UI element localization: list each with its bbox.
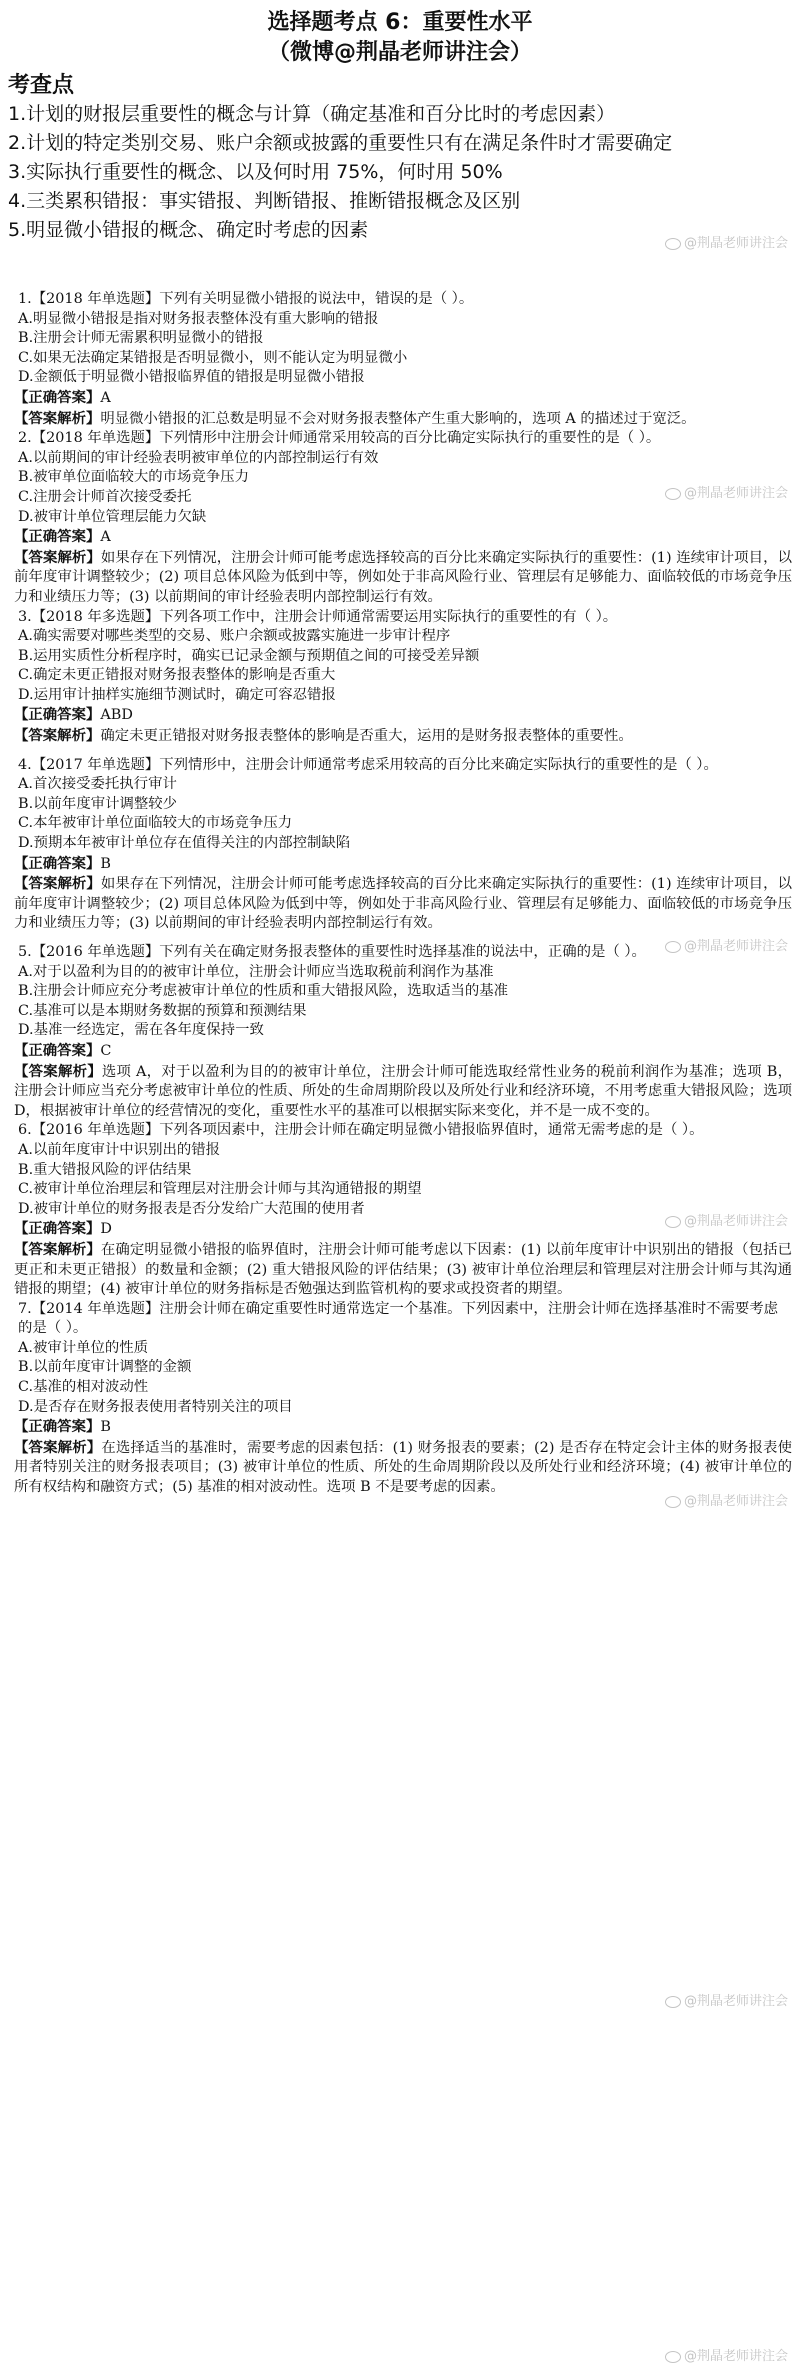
answer-label: 【正确答案】: [14, 388, 101, 406]
question-option: B.注册会计师应充分考虑被审计单位的性质和重大错报风险，选取适当的基准: [18, 983, 509, 1000]
key-points-list: [8, 100, 792, 245]
weibo-icon: [665, 488, 681, 500]
question-option: C.被审计单位治理层和管理层对注册会计师与其沟通错报的期望: [18, 1181, 422, 1198]
watermark: [665, 1990, 788, 2009]
watermark: [665, 935, 788, 954]
answer-explanation: [8, 1240, 792, 1300]
answer-label: 【正确答案】: [14, 706, 101, 724]
answer-explanation: [8, 874, 792, 934]
explanation-text: 明显微小错报的汇总数是明显不会对财务报表整体产生重大影响的，选项 A 的描述过于宽泛。: [100, 410, 696, 427]
question-option: D.预期本年被审计单位存在值得关注的内部控制缺陷: [18, 835, 351, 852]
question-stem: 3.【2018 年多选题】下列各项工作中，注册会计师通常需要运用实际执行的重要性的有（ ）。: [18, 608, 618, 625]
question-option: D.是否存在财务报表使用者特别关注的项目: [18, 1398, 293, 1415]
key-point-item: 4.三类累积错报：事实错报、判断错报、推断错报概念及区别: [8, 190, 521, 212]
question-option: B.运用实质性分析程序时，确实已记录金额与预期值之间的可接受差异额: [18, 647, 480, 664]
question-stem: 5.【2016 年单选题】下列有关在确定财务报表整体的重要性时选择基准的说法中，正确的是（ ）。: [18, 944, 646, 960]
answer-label: 【正确答案】: [14, 528, 101, 546]
watermark: [665, 2345, 788, 2364]
answer-value: D: [100, 1221, 112, 1238]
question-4: [8, 756, 792, 934]
explanation-label: 【答案解析】: [14, 1062, 102, 1080]
question-3: [8, 608, 792, 747]
answer-explanation: [8, 409, 792, 430]
answer-value: B: [100, 855, 111, 872]
question-option: D.被审计单位的财务报表是否分发给广大范围的使用者: [18, 1200, 365, 1217]
question-option: D.金额低于明显微小错报临界值的错报是明显微小错报: [18, 369, 365, 386]
question-stem: 2.【2018 年单选题】下列情形中注册会计师通常采用较高的百分比确定实际执行的重要性的是（ ）。: [18, 430, 661, 447]
question-option: C.本年被审计单位面临较大的市场竞争压力: [18, 815, 293, 832]
question-option: C.基准可以是本期财务数据的预算和预测结果: [18, 1002, 307, 1019]
question-option: D.被审计单位管理层能力欠缺: [18, 508, 207, 525]
question-option: D.基准一经选定，需在各年度保持一致: [18, 1022, 264, 1039]
answer-value: C: [100, 1042, 112, 1059]
explanation-text: 在选择适当的基准时，需要考虑的因素包括：(1) 财务报表的要素；(2) 是否存在特定会计主体的财务报表使用者特别关注的财务报表项目；(3) 被审计单位的性质、所处的生命周期阶段以及所处行业和经济环境；(4) 被审计单位的所有权结构和融资方式；(5) 基准的相对波动性。选项 B 不是要考虑的因素。: [14, 1439, 792, 1496]
answer-explanation: [8, 726, 792, 747]
page-title: 选择题考点 6：重要性水平: [267, 10, 533, 35]
page-subtitle: （微博@荆晶老师讲注会）: [267, 40, 532, 65]
weibo-icon: [665, 1996, 681, 2008]
explanation-label: 【答案解析】: [14, 1240, 101, 1258]
question-option: A.明显微小错报是指对财务报表整体没有重大影响的错报: [18, 310, 379, 327]
watermark-text: @荆晶老师讲注会: [683, 2349, 788, 2364]
question-stem: 6.【2016 年单选题】下列各项因素中，注册会计师在确定明显微小错报临界值时，通常无需考虑的是（ ）。: [18, 1122, 704, 1139]
explanation-text: 在确定明显微小错报的临界值时，注册会计师可能考虑以下因素：(1) 以前年度审计中识别出的错报（包括已更正和未更正错报）的数量和金额；(2) 重大错报风险的评估结果；(3) 被审计单位治理层和管理层对注册会计师与其沟通错报的期望；(4) 被审计单位的财务指标是否勉强达到监管机构的要求或投资者的期望。: [14, 1241, 792, 1298]
answer-label: 【正确答案】: [14, 1220, 101, 1238]
explanation-text: 确定未更正错报对财务报表整体的影响是否重大，运用的是财务报表整体的重要性。: [100, 728, 633, 745]
key-points: [8, 72, 792, 245]
question-list: [8, 290, 792, 1498]
answer-label: 【正确答案】: [14, 854, 101, 872]
answer-value: ABD: [100, 707, 133, 724]
watermark-text: @荆晶老师讲注会: [683, 939, 788, 954]
watermark: [665, 1490, 788, 1509]
question-option: C.注册会计师首次接受委托: [18, 488, 192, 505]
weibo-icon: [665, 2351, 681, 2363]
weibo-icon: [665, 238, 681, 250]
explanation-label: 【答案解析】: [14, 548, 101, 566]
correct-answer: [8, 527, 792, 548]
watermark: [665, 1210, 788, 1229]
answer-label: 【正确答案】: [14, 1041, 101, 1059]
question-option: C.如果无法确定某错报是否明显微小，则不能认定为明显微小: [18, 349, 408, 366]
weibo-icon: [665, 1216, 681, 1228]
correct-answer: [8, 854, 792, 875]
correct-answer: [8, 705, 792, 726]
explanation-text: 如果存在下列情况，注册会计师可能考虑选择较高的百分比来确定实际执行的重要性：(1) 连续审计项目，以前年度审计调整较少；(2) 项目总体风险为低到中等，例如处于非高风险行业、管理层有足够能力、面临较低的市场竞争压力和业绩压力等；(3) 以前期间的审计经验表明内部控制运行有效。: [14, 549, 792, 605]
answer-label: 【正确答案】: [14, 1418, 101, 1436]
key-point-item: 3.实际执行重要性的概念、以及何时用 75%，何时用 50%: [8, 161, 503, 183]
watermark: [665, 232, 788, 251]
question-option: B.以前年度审计调整的金额: [18, 1359, 192, 1376]
correct-answer: [8, 388, 792, 409]
explanation-label: 【答案解析】: [14, 727, 101, 745]
explanation-text: 如果存在下列情况，注册会计师可能考虑选择较高的百分比来确定实际执行的重要性：(1) 连续审计项目，以前年度审计调整较少；(2) 项目总体风险为低到中等，例如处于非高风险行业、管理层有足够能力、面临较低的市场竞争压力和业绩压力等；(3) 以前期间的审计经验表明内部控制运行有效。: [14, 876, 792, 932]
watermark: [665, 482, 788, 501]
key-point-item: 5.明显微小错报的概念、确定时考虑的因素: [8, 219, 369, 241]
question-option: B.注册会计师无需累积明显微小的错报: [18, 330, 264, 347]
question-stem: 1.【2018 年单选题】下列有关明显微小错报的说法中，错误的是（ ）。: [18, 291, 474, 307]
answer-value: A: [100, 389, 111, 406]
watermark-text: @荆晶老师讲注会: [683, 1494, 788, 1509]
question-option: A.对于以盈利为目的的被审计单位，注册会计师应当选取税前利润作为基准: [18, 963, 494, 980]
key-points-heading: 考查点: [8, 73, 75, 98]
question-1: [8, 290, 792, 429]
answer-explanation: [8, 1062, 792, 1122]
explanation-text: 选项 A，对于以盈利为目的的被审计单位，注册会计师可能选取经常性业务的税前利润作为基准；选项 B，注册会计师应当充分考虑被审计单位的性质、所处的生命周期阶段以及所处行业和经济环境，不用考虑重大错报风险；选项 D，根据被审计单位的经营情况的变化，重要性水平的基准可以根据实际来变化，并不是一成不变的。: [14, 1063, 792, 1119]
watermark-text: @荆晶老师讲注会: [683, 236, 788, 251]
watermark-text: @荆晶老师讲注会: [683, 1994, 788, 2009]
correct-answer: [8, 1417, 792, 1438]
answer-value: B: [100, 1419, 111, 1436]
question-option: A.被审计单位的性质: [18, 1339, 149, 1356]
question-7: [8, 1300, 792, 1498]
question-2: [8, 429, 792, 607]
watermark-text: @荆晶老师讲注会: [683, 1214, 788, 1229]
explanation-label: 【答案解析】: [14, 875, 101, 893]
weibo-icon: [665, 941, 681, 953]
correct-answer: [8, 1041, 792, 1062]
key-point-item: 2.计划的特定类别交易、账户余额或披露的重要性只有在满足条件时才需要确定: [8, 132, 673, 154]
answer-explanation: [8, 1438, 792, 1498]
question-option: A.以前年度审计中识别出的错报: [18, 1141, 221, 1158]
question-option: C.基准的相对波动性: [18, 1379, 149, 1396]
header: [0, 0, 800, 68]
answer-explanation: [8, 548, 792, 608]
question-stem: 4.【2017 年单选题】下列情形中，注册会计师通常考虑采用较高的百分比来确定实际执行的重要性的是（ ）。: [18, 756, 718, 773]
question-option: A.首次接受委托执行审计: [18, 776, 177, 793]
explanation-label: 【答案解析】: [14, 409, 101, 427]
question-stem: 7.【2014 年单选题】注册会计师在确定重要性时通常选定一个基准。下列因素中，注册会计师在选择基准时不需要考虑的是（ ）。: [18, 1300, 779, 1337]
question-option: D.运用审计抽样实施细节测试时，确定可容忍错报: [18, 686, 336, 703]
question-option: A.确实需要对哪些类型的交易、账户余额或披露实施进一步审计程序: [18, 628, 451, 645]
question-option: B.以前年度审计调整较少: [18, 795, 178, 812]
key-point-item: 1.计划的财报层重要性的概念与计算（确定基准和百分比时的考虑因素）: [8, 103, 616, 125]
question-option: B.重大错报风险的评估结果: [18, 1161, 192, 1178]
question-option: C.确定未更正错报对财务报表整体的影响是否重大: [18, 667, 336, 684]
weibo-icon: [665, 1496, 681, 1508]
watermark-text: @荆晶老师讲注会: [683, 486, 788, 501]
question-option: A.以前期间的审计经验表明被审单位的内部控制运行有效: [18, 449, 379, 466]
question-5: [8, 943, 792, 1121]
question-option: B.被审单位面临较大的市场竞争压力: [18, 469, 250, 486]
answer-value: A: [100, 529, 111, 546]
explanation-label: 【答案解析】: [14, 1438, 102, 1456]
